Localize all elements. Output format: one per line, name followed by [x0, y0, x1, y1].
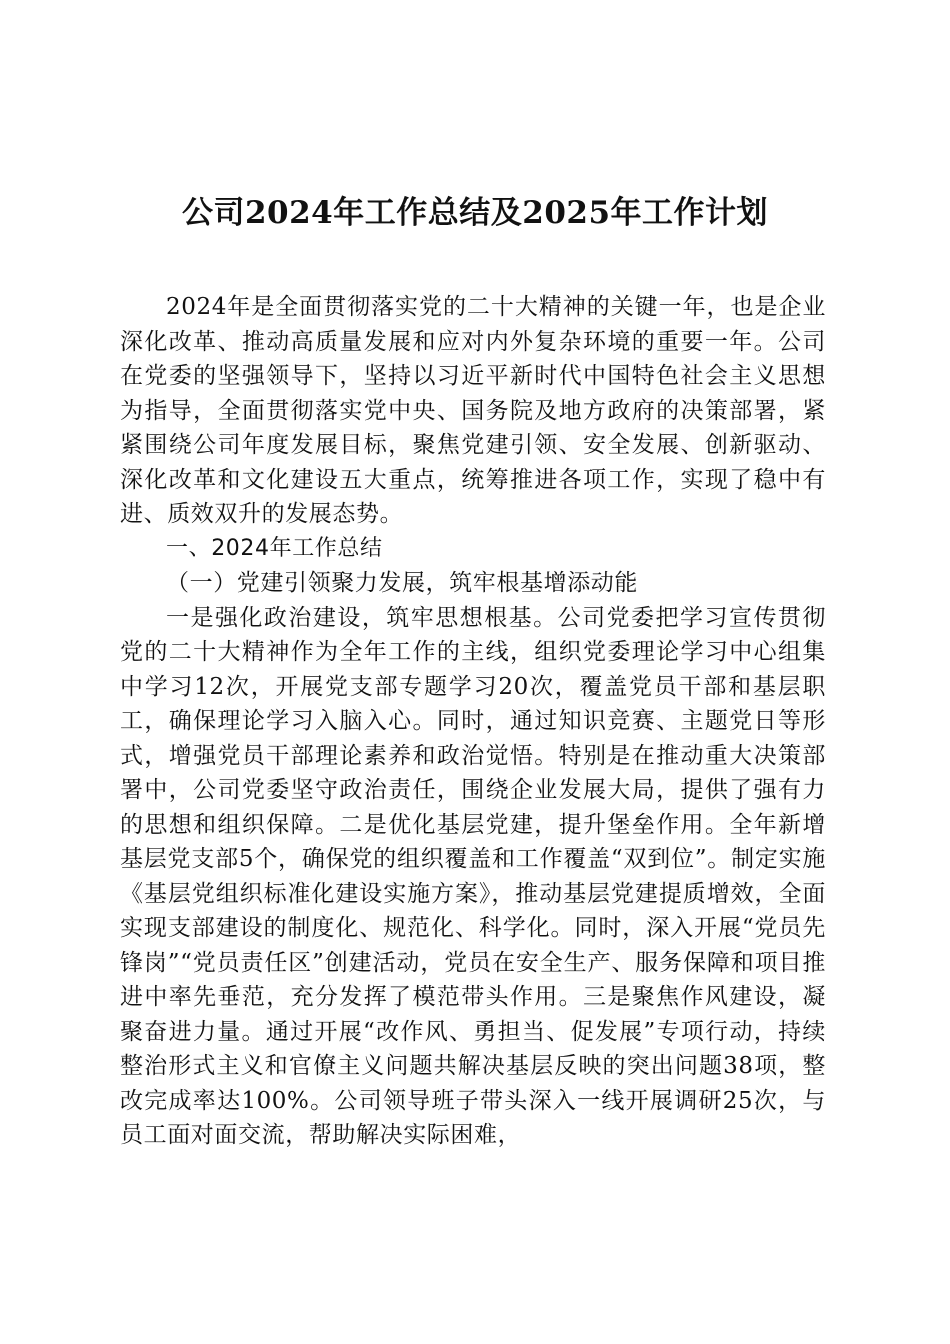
- intro-paragraph: 2024年是全面贯彻落实党的二十大精神的关键一年，也是企业深化改革、推动高质量发展和应对内外复杂环境的重要一年。公司在党委的坚强领导下，坚持以习近平新时代中国特色社会主义思想为指导，全面贯彻落实党中央、国务院及地方政府的决策部署，紧紧围绕公司年度发展目标，聚焦党建引领、安全发展、创新驱动、深化改革和文化建设五大重点，统筹推进各项工作，实现了稳中有进、质效双升的发展态势。: [120, 294, 826, 527]
- section-heading: 一、2024年工作总结: [166, 535, 383, 561]
- document-body: [120, 290, 826, 1153]
- document-title: 公司2024年工作总结及2025年工作计划: [181, 195, 769, 231]
- subsection-heading: （一）党建引领聚力发展，筑牢根基增添动能: [166, 570, 638, 596]
- subsection-paragraph: 一是强化政治建设，筑牢思想根基。公司党委把学习宣传贯彻党的二十大精神作为全年工作的主线，组织党委理论学习中心组集中学习12次，开展党支部专题学习20次，覆盖党员干部和基层职工，确保理论学习入脑入心。同时，通过知识竞赛、主题党日等形式，增强党员干部理论素养和政治觉悟。特别是在推动重大决策部署中，公司党委坚守政治责任，围绕企业发展大局，提供了强有力的思想和组织保障。二是优化基层党建，提升堡垒作用。全年新增基层党支部5个，确保党的组织覆盖和工作覆盖“双到位”。制定实施《基层党组织标准化建设实施方案》，推动基层党建提质增效，全面实现支部建设的制度化、规范化、科学化。同时，深入开展“党员先锋岗”“党员责任区”创建活动，党员在安全生产、服务保障和项目推进中率先垂范，充分发挥了模范带头作用。三是聚焦作风建设，凝聚奋进力量。通过开展“改作风、勇担当、促发展”专项行动，持续整治形式主义和官僚主义问题共解决基层反映的突出问题38项，整改完成率达100%。公司领导班子带头深入一线开展调研25次，与员工面对面交流，帮助解决实际困难，: [120, 604, 826, 1148]
